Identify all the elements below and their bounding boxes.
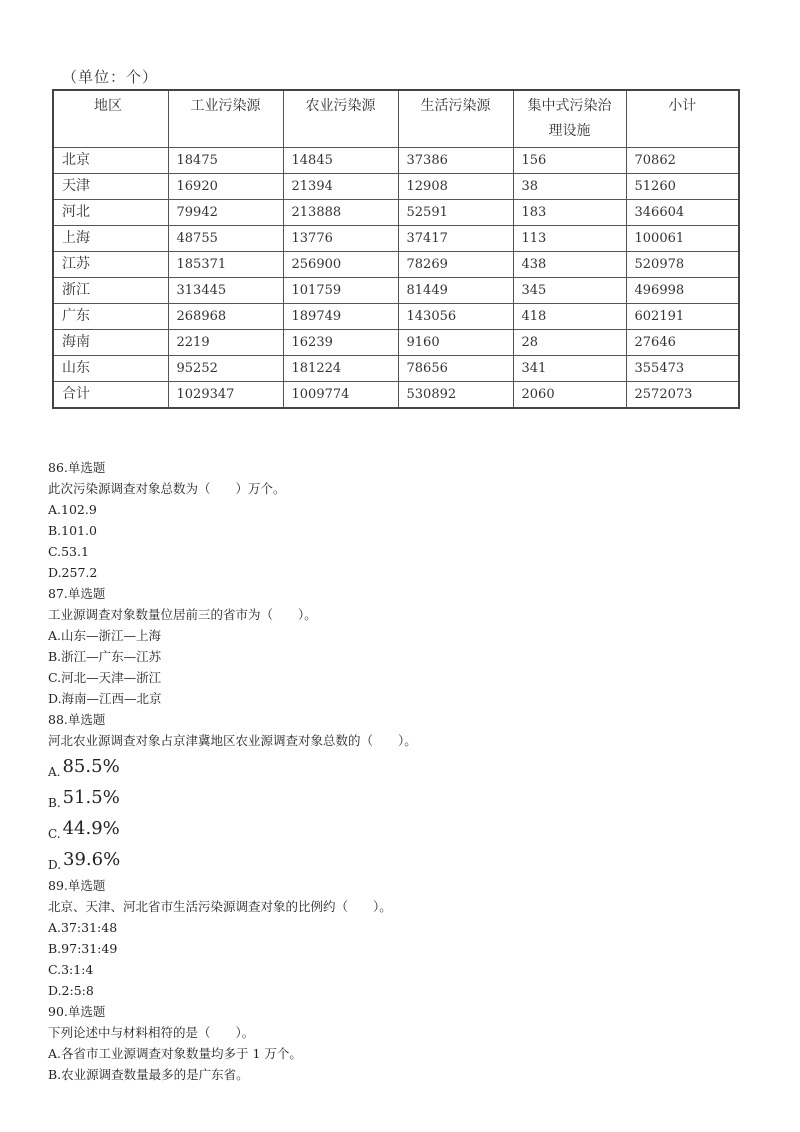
value-cell: 530892 [398, 382, 513, 409]
option-letter: B. [48, 796, 61, 810]
question-stem: 此次污染源调查对象总数为（ ）万个。 [48, 481, 286, 496]
header-domestic: 生活污染源 [398, 90, 513, 148]
value-cell: 14845 [283, 148, 398, 174]
answer-option[interactable]: B.97:31:49 [48, 941, 118, 956]
value-cell: 16239 [283, 330, 398, 356]
table-row [53, 382, 739, 409]
value-cell: 256900 [283, 252, 398, 278]
value-cell: 52591 [398, 200, 513, 226]
value-cell: 100061 [626, 226, 739, 252]
value-cell: 2219 [168, 330, 283, 356]
value-cell: 27646 [626, 330, 739, 356]
value-cell: 438 [513, 252, 626, 278]
value-cell: 51260 [626, 174, 739, 200]
answer-option[interactable]: D.2:5:8 [48, 983, 94, 998]
answer-option[interactable]: C.53.1 [48, 544, 89, 559]
option-value: 39.6% [63, 849, 121, 870]
value-cell: 418 [513, 304, 626, 330]
question-stem: 河北农业源调查对象占京津冀地区农业源调查对象总数的（ ）。 [48, 733, 417, 748]
value-cell: 12908 [398, 174, 513, 200]
value-cell: 181224 [283, 356, 398, 382]
value-cell: 2572073 [626, 382, 739, 409]
table-row [53, 304, 739, 330]
table-row [53, 330, 739, 356]
value-cell: 346604 [626, 200, 739, 226]
question-block [48, 457, 768, 583]
answer-option[interactable]: A.山东—浙江—上海 [48, 628, 162, 643]
header-centralized: 集中式污染治理设施 [513, 90, 626, 148]
table-row [53, 252, 739, 278]
header-region: 地区 [53, 90, 168, 148]
table-row [53, 148, 739, 174]
answer-option[interactable]: D.257.2 [48, 565, 98, 580]
value-cell: 313445 [168, 278, 283, 304]
region-cell: 江苏 [53, 252, 168, 278]
answer-option[interactable]: D.海南—江西—北京 [48, 691, 162, 706]
answer-option[interactable]: B.农业源调查数量最多的是广东省。 [48, 1067, 249, 1082]
value-cell: 79942 [168, 200, 283, 226]
answer-option[interactable]: A.各省市工业源调查对象数量均多于 1 万个。 [48, 1046, 302, 1061]
value-cell: 268968 [168, 304, 283, 330]
value-cell: 602191 [626, 304, 739, 330]
question-number: 90.单选题 [48, 1004, 106, 1019]
value-cell: 81449 [398, 278, 513, 304]
region-cell: 海南 [53, 330, 168, 356]
value-cell: 95252 [168, 356, 283, 382]
region-cell: 广东 [53, 304, 168, 330]
value-cell: 341 [513, 356, 626, 382]
value-cell: 37386 [398, 148, 513, 174]
answer-option[interactable] [48, 844, 768, 875]
table-row [53, 174, 739, 200]
value-cell: 78656 [398, 356, 513, 382]
table-row [53, 226, 739, 252]
answer-option[interactable] [48, 813, 768, 844]
region-cell: 浙江 [53, 278, 168, 304]
header-subtotal: 小计 [626, 90, 739, 148]
value-cell: 78269 [398, 252, 513, 278]
value-cell: 113 [513, 226, 626, 252]
unit-note: （单位：个） [62, 68, 159, 86]
value-cell: 213888 [283, 200, 398, 226]
value-cell: 37417 [398, 226, 513, 252]
answer-option[interactable] [48, 782, 768, 813]
region-cell: 山东 [53, 356, 168, 382]
value-cell: 185371 [168, 252, 283, 278]
value-cell: 101759 [283, 278, 398, 304]
value-cell: 345 [513, 278, 626, 304]
region-cell: 河北 [53, 200, 168, 226]
option-value: 44.9% [62, 818, 120, 839]
value-cell: 1029347 [168, 382, 283, 409]
region-cell: 上海 [53, 226, 168, 252]
question-block [48, 709, 768, 875]
answer-option[interactable]: C.3:1:4 [48, 962, 94, 977]
value-cell: 156 [513, 148, 626, 174]
region-cell: 天津 [53, 174, 168, 200]
question-number: 86.单选题 [48, 460, 106, 475]
header-agricultural: 农业污染源 [283, 90, 398, 148]
header-industrial: 工业污染源 [168, 90, 283, 148]
table-header-row [53, 90, 739, 148]
value-cell: 48755 [168, 226, 283, 252]
question-stem: 北京、天津、河北省市生活污染源调查对象的比例约（ ）。 [48, 899, 392, 914]
value-cell: 9160 [398, 330, 513, 356]
option-value: 51.5% [62, 787, 120, 808]
value-cell: 21394 [283, 174, 398, 200]
question-number: 87.单选题 [48, 586, 106, 601]
table-row [53, 200, 739, 226]
value-cell: 18475 [168, 148, 283, 174]
table-row [53, 356, 739, 382]
value-cell: 520978 [626, 252, 739, 278]
option-value: 85.5% [62, 756, 120, 777]
value-cell: 38 [513, 174, 626, 200]
question-list [48, 457, 768, 1085]
value-cell: 70862 [626, 148, 739, 174]
table-row [53, 278, 739, 304]
answer-option[interactable]: B.101.0 [48, 523, 97, 538]
option-letter: A. [48, 765, 61, 779]
value-cell: 16920 [168, 174, 283, 200]
table-body [53, 148, 739, 409]
answer-option[interactable]: A.102.9 [48, 502, 97, 517]
question-block [48, 875, 768, 1001]
value-cell: 1009774 [283, 382, 398, 409]
value-cell: 143056 [398, 304, 513, 330]
value-cell: 13776 [283, 226, 398, 252]
value-cell: 183 [513, 200, 626, 226]
option-letter: D. [48, 858, 62, 872]
value-cell: 28 [513, 330, 626, 356]
answer-option[interactable]: A.37:31:48 [48, 920, 118, 935]
value-cell: 355473 [626, 356, 739, 382]
question-stem: 下列论述中与材料相符的是（ ）。 [48, 1025, 255, 1040]
question-block [48, 583, 768, 709]
question-stem: 工业源调查对象数量位居前三的省市为（ ）。 [48, 607, 317, 622]
value-cell: 2060 [513, 382, 626, 409]
option-letter: C. [48, 827, 61, 841]
answer-option[interactable] [48, 751, 768, 782]
value-cell: 496998 [626, 278, 739, 304]
question-block [48, 1001, 768, 1085]
region-cell: 北京 [53, 148, 168, 174]
question-number: 89.单选题 [48, 878, 106, 893]
pollution-source-table [52, 89, 740, 409]
question-number: 88.单选题 [48, 712, 106, 727]
answer-option[interactable]: C.河北—天津—浙江 [48, 670, 162, 685]
value-cell: 189749 [283, 304, 398, 330]
answer-option[interactable]: B.浙江—广东—江苏 [48, 649, 162, 664]
region-cell: 合计 [53, 382, 168, 409]
